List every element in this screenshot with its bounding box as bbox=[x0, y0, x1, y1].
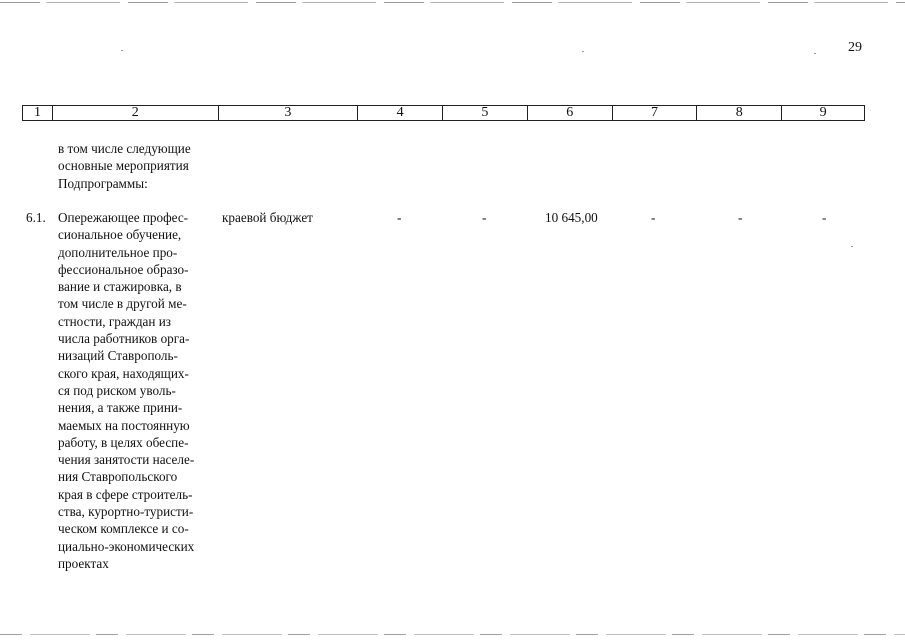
scan-border-top bbox=[0, 2, 905, 3]
table-header-row bbox=[22, 105, 865, 121]
scan-speck bbox=[121, 50, 123, 51]
description-line: проектах bbox=[58, 555, 109, 571]
row-description bbox=[58, 209, 218, 572]
value-col-5: - bbox=[482, 210, 487, 225]
scan-speck bbox=[814, 53, 816, 54]
description-line: циально-экономических bbox=[58, 538, 195, 554]
subheading-line: в том числе следующие bbox=[58, 141, 191, 156]
scan-speck bbox=[851, 246, 853, 247]
scan-border-bottom bbox=[0, 634, 905, 635]
value-col-4: - bbox=[397, 210, 402, 225]
value-col-8: - bbox=[738, 210, 743, 225]
row-number: 6.1. bbox=[26, 210, 46, 225]
header-cell-1: 1 bbox=[23, 106, 53, 120]
subheading-text bbox=[58, 140, 218, 192]
value-col-7: - bbox=[651, 210, 656, 225]
header-cell-9: 9 bbox=[819, 105, 827, 120]
subheading-line: основные мероприятия bbox=[58, 158, 189, 174]
description-line: ния Ставропольского bbox=[58, 469, 178, 485]
description-line: фессиональное образо- bbox=[58, 261, 189, 277]
value-col-6: 10 645,00 bbox=[545, 210, 598, 225]
description-line: чения занятости населе- bbox=[58, 452, 195, 468]
funding-source: краевой бюджет bbox=[222, 210, 313, 225]
description-line: нения, а также прини- bbox=[58, 400, 183, 416]
description-line: маемых на постоянную bbox=[58, 417, 190, 433]
value-col-9: - bbox=[822, 210, 827, 225]
header-cell-6: 6 bbox=[528, 106, 613, 120]
description-line: ского края, находящих- bbox=[58, 365, 189, 381]
description-line: работу, в целях обеспе- bbox=[58, 434, 189, 450]
description-line: стности, граждан из bbox=[58, 313, 172, 329]
header-cell-5: 5 bbox=[443, 106, 528, 120]
header-cell-3: 3 bbox=[219, 106, 359, 120]
description-line: низаций Ставрополь- bbox=[58, 348, 178, 364]
page-number: 29 bbox=[848, 40, 862, 55]
description-line: том числе в другой ме- bbox=[58, 296, 187, 312]
header-cell-4: 4 bbox=[358, 106, 443, 120]
header-cell-8: 8 bbox=[697, 106, 782, 120]
subheading-line: Подпрограммы: bbox=[58, 175, 148, 191]
description-line: дополнительное про- bbox=[58, 244, 178, 260]
scan-speck bbox=[582, 51, 584, 52]
description-line: ства, курортно-туристи- bbox=[58, 504, 194, 520]
header-cell-2: 2 bbox=[53, 106, 219, 120]
description-line: края в сфере строитель- bbox=[58, 486, 193, 502]
description-line: вание и стажировка, в bbox=[58, 279, 182, 295]
description-line: сиональное обучение, bbox=[58, 227, 182, 243]
description-line: числа работников орга- bbox=[58, 331, 190, 347]
description-line: ся под риском уволь- bbox=[58, 382, 176, 398]
description-line: Опережающее профес- bbox=[58, 210, 189, 225]
header-cell-7: 7 bbox=[613, 106, 698, 120]
description-line: ческом комплексе и со- bbox=[58, 521, 189, 537]
